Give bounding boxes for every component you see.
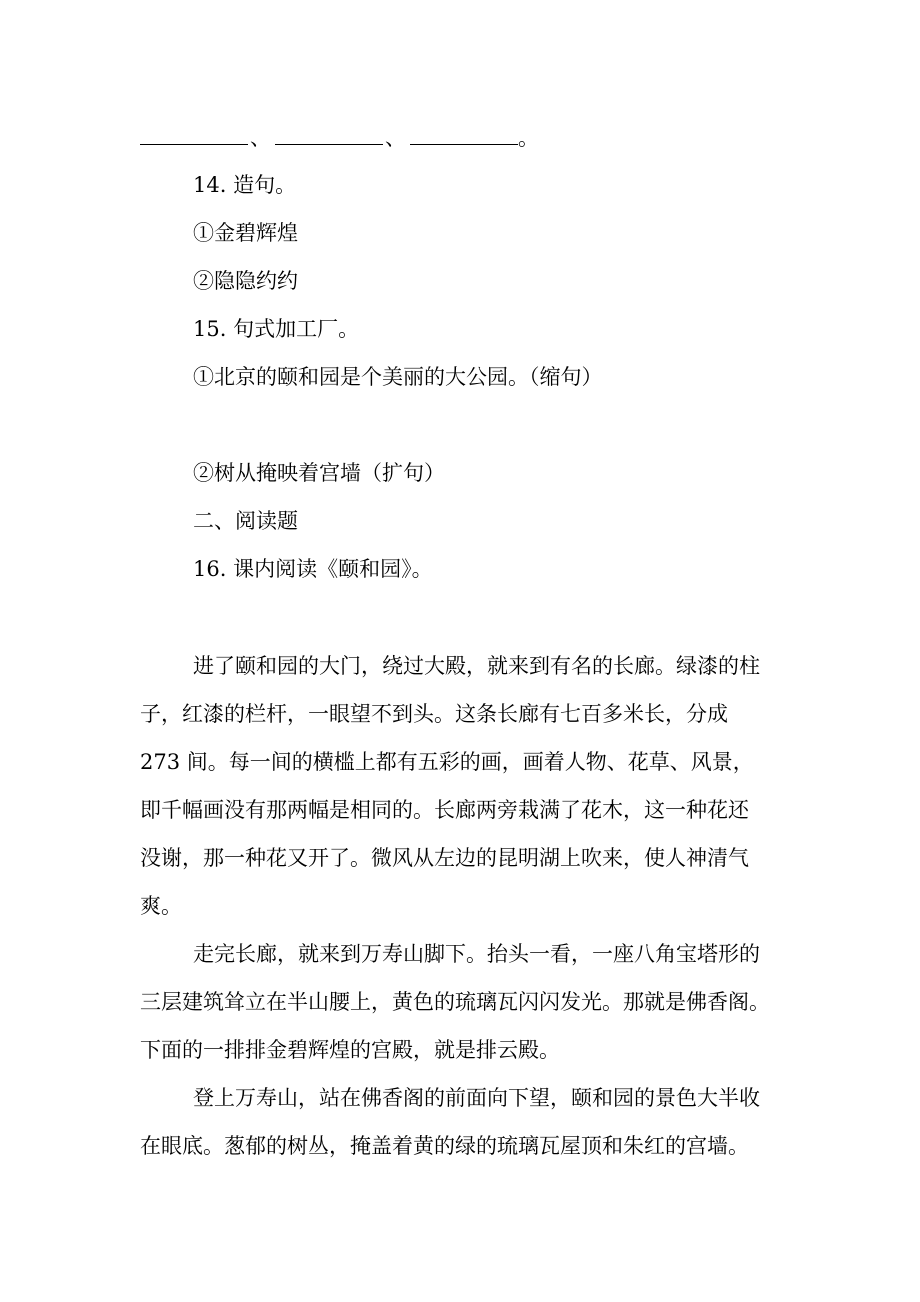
passage-line: 273 间。每一间的横槛上都有五彩的画，画着人物、花草、风景， <box>140 750 754 774</box>
question-14-item-1: ①金碧辉煌 <box>193 221 298 245</box>
passage-line: 走完长廊，就来到万寿山脚下。抬头一看，一座八角宝塔形的 <box>193 942 760 966</box>
question-15-item-1: ①北京的颐和园是个美丽的大公园。（缩句） <box>193 365 603 389</box>
passage-line: 登上万寿山，站在佛香阁的前面向下望，颐和园的景色大半收 <box>193 1086 760 1110</box>
question-14-title: 14. 造句。 <box>193 173 297 197</box>
answer-blank-1[interactable] <box>140 124 248 145</box>
question-15-title: 15. 句式加工厂。 <box>193 317 360 341</box>
passage-line: 进了颐和园的大门，绕过大殿，就来到有名的长廊。绿漆的柱 <box>193 654 760 678</box>
separator-1: 、 <box>250 126 271 150</box>
passage-line: 即千幅画没有那两幅是相同的。长廊两旁栽满了花木，这一种花还 <box>140 798 749 822</box>
passage-line: 在眼底。葱郁的树丛，掩盖着黄的绿的琉璃瓦屋顶和朱红的宫墙。 <box>140 1134 749 1158</box>
question-14-item-2: ②隐隐约约 <box>193 269 298 293</box>
end-mark: 。 <box>518 126 539 150</box>
passage-line: 爽。 <box>140 894 182 918</box>
passage-line: 三层建筑耸立在半山腰上，黄色的琉璃瓦闪闪发光。那就是佛香阁。 <box>140 990 770 1014</box>
passage-line: 没谢，那一种花又开了。微风从左边的昆明湖上吹来，使人神清气 <box>140 846 749 870</box>
question-16-title: 16. 课内阅读《颐和园》。 <box>193 557 433 581</box>
answer-blank-3[interactable] <box>410 124 518 145</box>
section-2-title: 二、阅读题 <box>193 509 298 533</box>
answer-blanks-line <box>140 124 539 152</box>
separator-2: 、 <box>385 126 406 150</box>
passage-line: 下面的一排排金碧辉煌的宫殿，就是排云殿。 <box>140 1038 560 1062</box>
question-15-item-2: ②树从掩映着宫墙（扩句） <box>193 461 445 485</box>
answer-blank-2[interactable] <box>275 124 383 145</box>
passage-line: 子，红漆的栏杆，一眼望不到头。这条长廊有七百多米长，分成 <box>140 702 728 726</box>
